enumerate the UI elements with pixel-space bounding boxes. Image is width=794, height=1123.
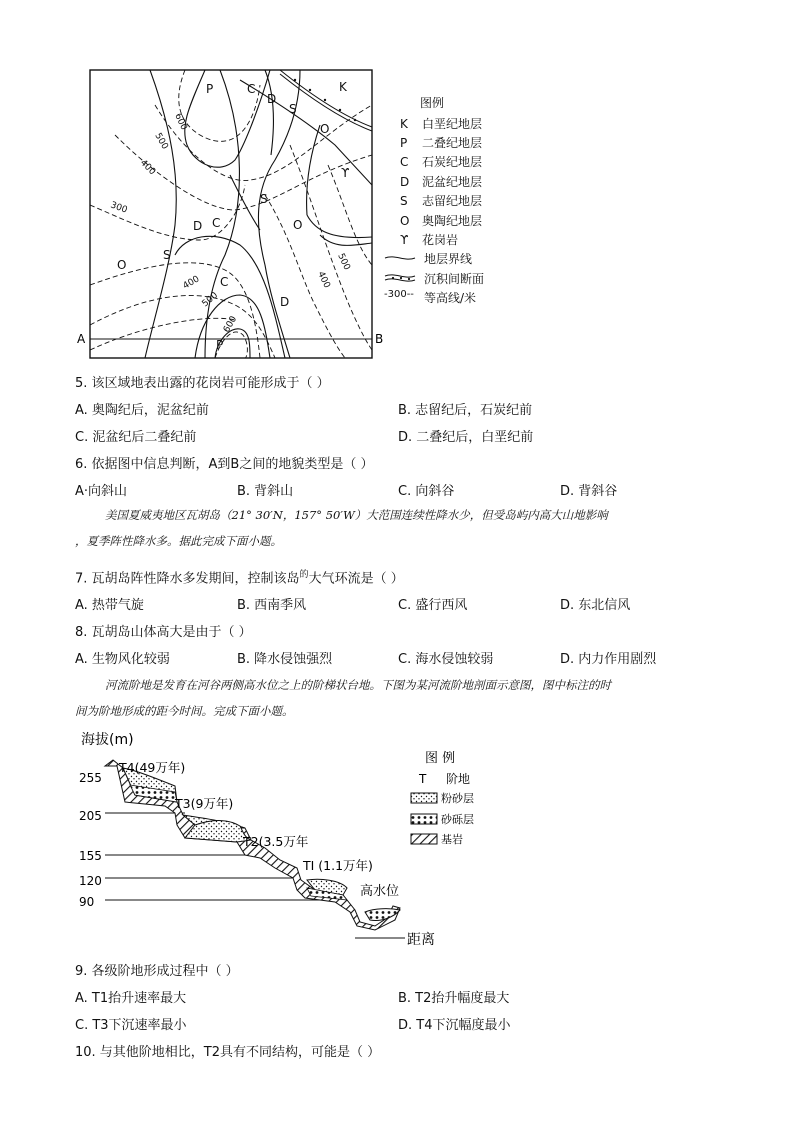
contour-label: 600 xyxy=(221,314,240,335)
question-9-stem: 9. 各级阶地形成过程中（ ） xyxy=(75,964,239,979)
passage-line: 间为阶地形成的距今时间。完成下面小题。 xyxy=(75,704,294,718)
terrace-label-t1: TI (1.1万年) xyxy=(303,858,373,873)
question-8-option-b[interactable]: B. 降水侵蚀强烈 xyxy=(237,652,333,667)
legend-label: 白垩纪地层 xyxy=(422,117,483,131)
stratum-label: D xyxy=(193,219,203,233)
question-7-option-b[interactable]: B. 西南季风 xyxy=(237,598,307,613)
terrace-legend-label: 粉砂层 xyxy=(441,792,474,805)
question-6-option-d[interactable]: D. 背斜谷 xyxy=(560,484,618,499)
question-6-option-c[interactable]: C. 向斜谷 xyxy=(398,484,455,499)
question-8-option-a[interactable]: A. 生物风化较弱 xyxy=(75,652,170,667)
question-8-option-d[interactable]: D. 内力作用剧烈 xyxy=(560,652,657,667)
stratum-label: P xyxy=(216,338,224,352)
terrace-label-t3: T3(9万年) xyxy=(175,796,234,811)
stratum-label: S xyxy=(260,192,268,206)
stratum-label: D xyxy=(267,92,277,106)
question-6-stem: 6. 依据图中信息判断，A到B之间的地貌类型是（ ） xyxy=(75,457,374,472)
stratum-label: O xyxy=(293,218,303,232)
passage-line: 河流阶地是发育在河谷两侧高水位之上的阶梯状台地。下图为某河流阶地剖面示意图，图中标注的时 xyxy=(105,678,611,692)
y-tick: 255 xyxy=(79,771,102,785)
legend-label: 花岗岩 xyxy=(422,233,459,247)
legend-label: 泥盆纪地层 xyxy=(422,175,483,189)
question-7-stem: 7. 瓦胡岛阵性降水多发期间，控制该岛$^的$大气环流是（ ） xyxy=(75,570,404,587)
silt-swatch xyxy=(411,793,437,803)
question-5-option-b[interactable]: B. 志留纪后，石炭纪前 xyxy=(398,403,533,418)
terrace-legend-title: 图 例 xyxy=(425,751,456,766)
stratum-label: S xyxy=(289,102,297,116)
passage-line: ，夏季阵性降水多。据此完成下面小题。 xyxy=(75,534,282,548)
terrace-label-t4: T4(49万年) xyxy=(119,760,186,775)
question-10-stem: 10. 与其他阶地相比，T2具有不同结构，可能是（ ） xyxy=(75,1045,381,1060)
terrace-label-t2: T2(3.5万年 xyxy=(243,834,309,849)
y-tick: 90 xyxy=(79,895,95,909)
question-9-option-a[interactable]: A. T1抬升速率最大 xyxy=(75,991,187,1006)
question-7-option-a[interactable]: A. 热带气旋 xyxy=(75,598,144,613)
question-8-option-c[interactable]: C. 海水侵蚀较弱 xyxy=(398,652,494,667)
y-tick: 155 xyxy=(79,849,102,863)
question-5-option-a[interactable]: A. 奥陶纪后，泥盆纪前 xyxy=(75,403,209,418)
passage-line: 美国夏威夷地区瓦胡岛（21° 30′N，157° 50′W）大范围连续性降水少，但受岛屿内高大山地影响 xyxy=(105,508,608,522)
contour-label: 500 xyxy=(200,290,221,310)
legend-label: 志留纪地层 xyxy=(422,194,483,208)
terrace-legend-label: 阶地 xyxy=(446,772,471,786)
legend-label: 二叠纪地层 xyxy=(422,136,483,150)
legend-symbol: ϒ xyxy=(400,233,409,247)
point-b-label: B xyxy=(375,332,384,346)
gravel-swatch xyxy=(411,814,437,824)
legend-symbol: O xyxy=(400,214,410,228)
legend-contour-symbol: -300-- xyxy=(384,289,414,300)
point-a-label: A xyxy=(77,332,86,346)
question-9-option-d[interactable]: D. T4下沉幅度最小 xyxy=(398,1018,511,1033)
terrace-legend-symbol: T xyxy=(419,772,427,786)
geologic-map xyxy=(75,65,390,365)
stratum-label: P xyxy=(206,82,214,96)
stratum-label: C xyxy=(220,275,229,289)
question-9-option-c[interactable]: C. T3下沉速率最小 xyxy=(75,1018,187,1033)
stratum-label: O xyxy=(320,122,330,136)
question-5-stem: 5. 该区域地表出露的花岗岩可能形成于（ ） xyxy=(75,376,330,391)
question-6-option-a[interactable]: A·向斜山 xyxy=(75,484,128,499)
question-7-option-c[interactable]: C. 盛行西风 xyxy=(398,598,468,613)
legend-symbol: P xyxy=(400,136,408,150)
passage-hawaii xyxy=(75,502,725,554)
legend-label: 沉积间断面 xyxy=(424,272,485,286)
stratum-label: K xyxy=(339,80,347,94)
question-7-option-d[interactable]: D. 东北信风 xyxy=(560,598,631,613)
contour-label: 400 xyxy=(137,158,158,178)
legend-label: 石炭纪地层 xyxy=(422,155,483,169)
contour-label: 500 xyxy=(152,131,170,152)
y-tick: 120 xyxy=(79,874,102,888)
x-axis-label: 距离 xyxy=(407,932,435,948)
contour-label: 400 xyxy=(315,270,332,290)
question-8-stem: 8. 瓦胡岛山体高大是由于（ ） xyxy=(75,625,252,640)
map-legend-title: 图例 xyxy=(420,96,445,110)
legend-line-symbols xyxy=(383,250,423,310)
legend-symbol: K xyxy=(400,117,408,131)
contour-label: 600 xyxy=(172,112,189,132)
y-axis-label: 海拔(m) xyxy=(81,732,134,748)
terrace-legend-label: 砂砾层 xyxy=(441,813,474,826)
stratum-label: O xyxy=(117,258,127,272)
legend-symbol: D xyxy=(400,175,410,189)
contour-label: 400 xyxy=(181,274,202,292)
terrace-profile-diagram xyxy=(75,730,495,952)
stratum-label: C xyxy=(212,216,221,230)
legend-symbol: S xyxy=(400,194,408,208)
question-5-option-c[interactable]: C. 泥盆纪后二叠纪前 xyxy=(75,430,197,445)
question-9-option-b[interactable]: B. T2抬升幅度最大 xyxy=(398,991,510,1006)
legend-symbol: C xyxy=(400,155,409,169)
question-5-option-d[interactable]: D. 二叠纪后，白垩纪前 xyxy=(398,430,534,445)
stratum-label: ϒ xyxy=(341,166,350,180)
legend-label: 等高线/米 xyxy=(424,291,477,305)
high-water-label: 高水位 xyxy=(360,884,400,899)
stratum-label: D xyxy=(280,295,290,309)
contour-label: 300 xyxy=(108,200,129,216)
stratum-label: S xyxy=(163,248,171,262)
bedrock-swatch xyxy=(411,834,437,844)
y-tick: 205 xyxy=(79,809,102,823)
passage-terrace xyxy=(75,672,725,724)
contour-label: 500 xyxy=(335,252,352,272)
stratum-label: C xyxy=(247,82,256,96)
terrace-legend-label: 基岩 xyxy=(441,833,463,846)
question-6-option-b[interactable]: B. 背斜山 xyxy=(237,484,294,499)
legend-label: 地层界线 xyxy=(424,252,473,266)
legend-label: 奥陶纪地层 xyxy=(422,214,483,228)
